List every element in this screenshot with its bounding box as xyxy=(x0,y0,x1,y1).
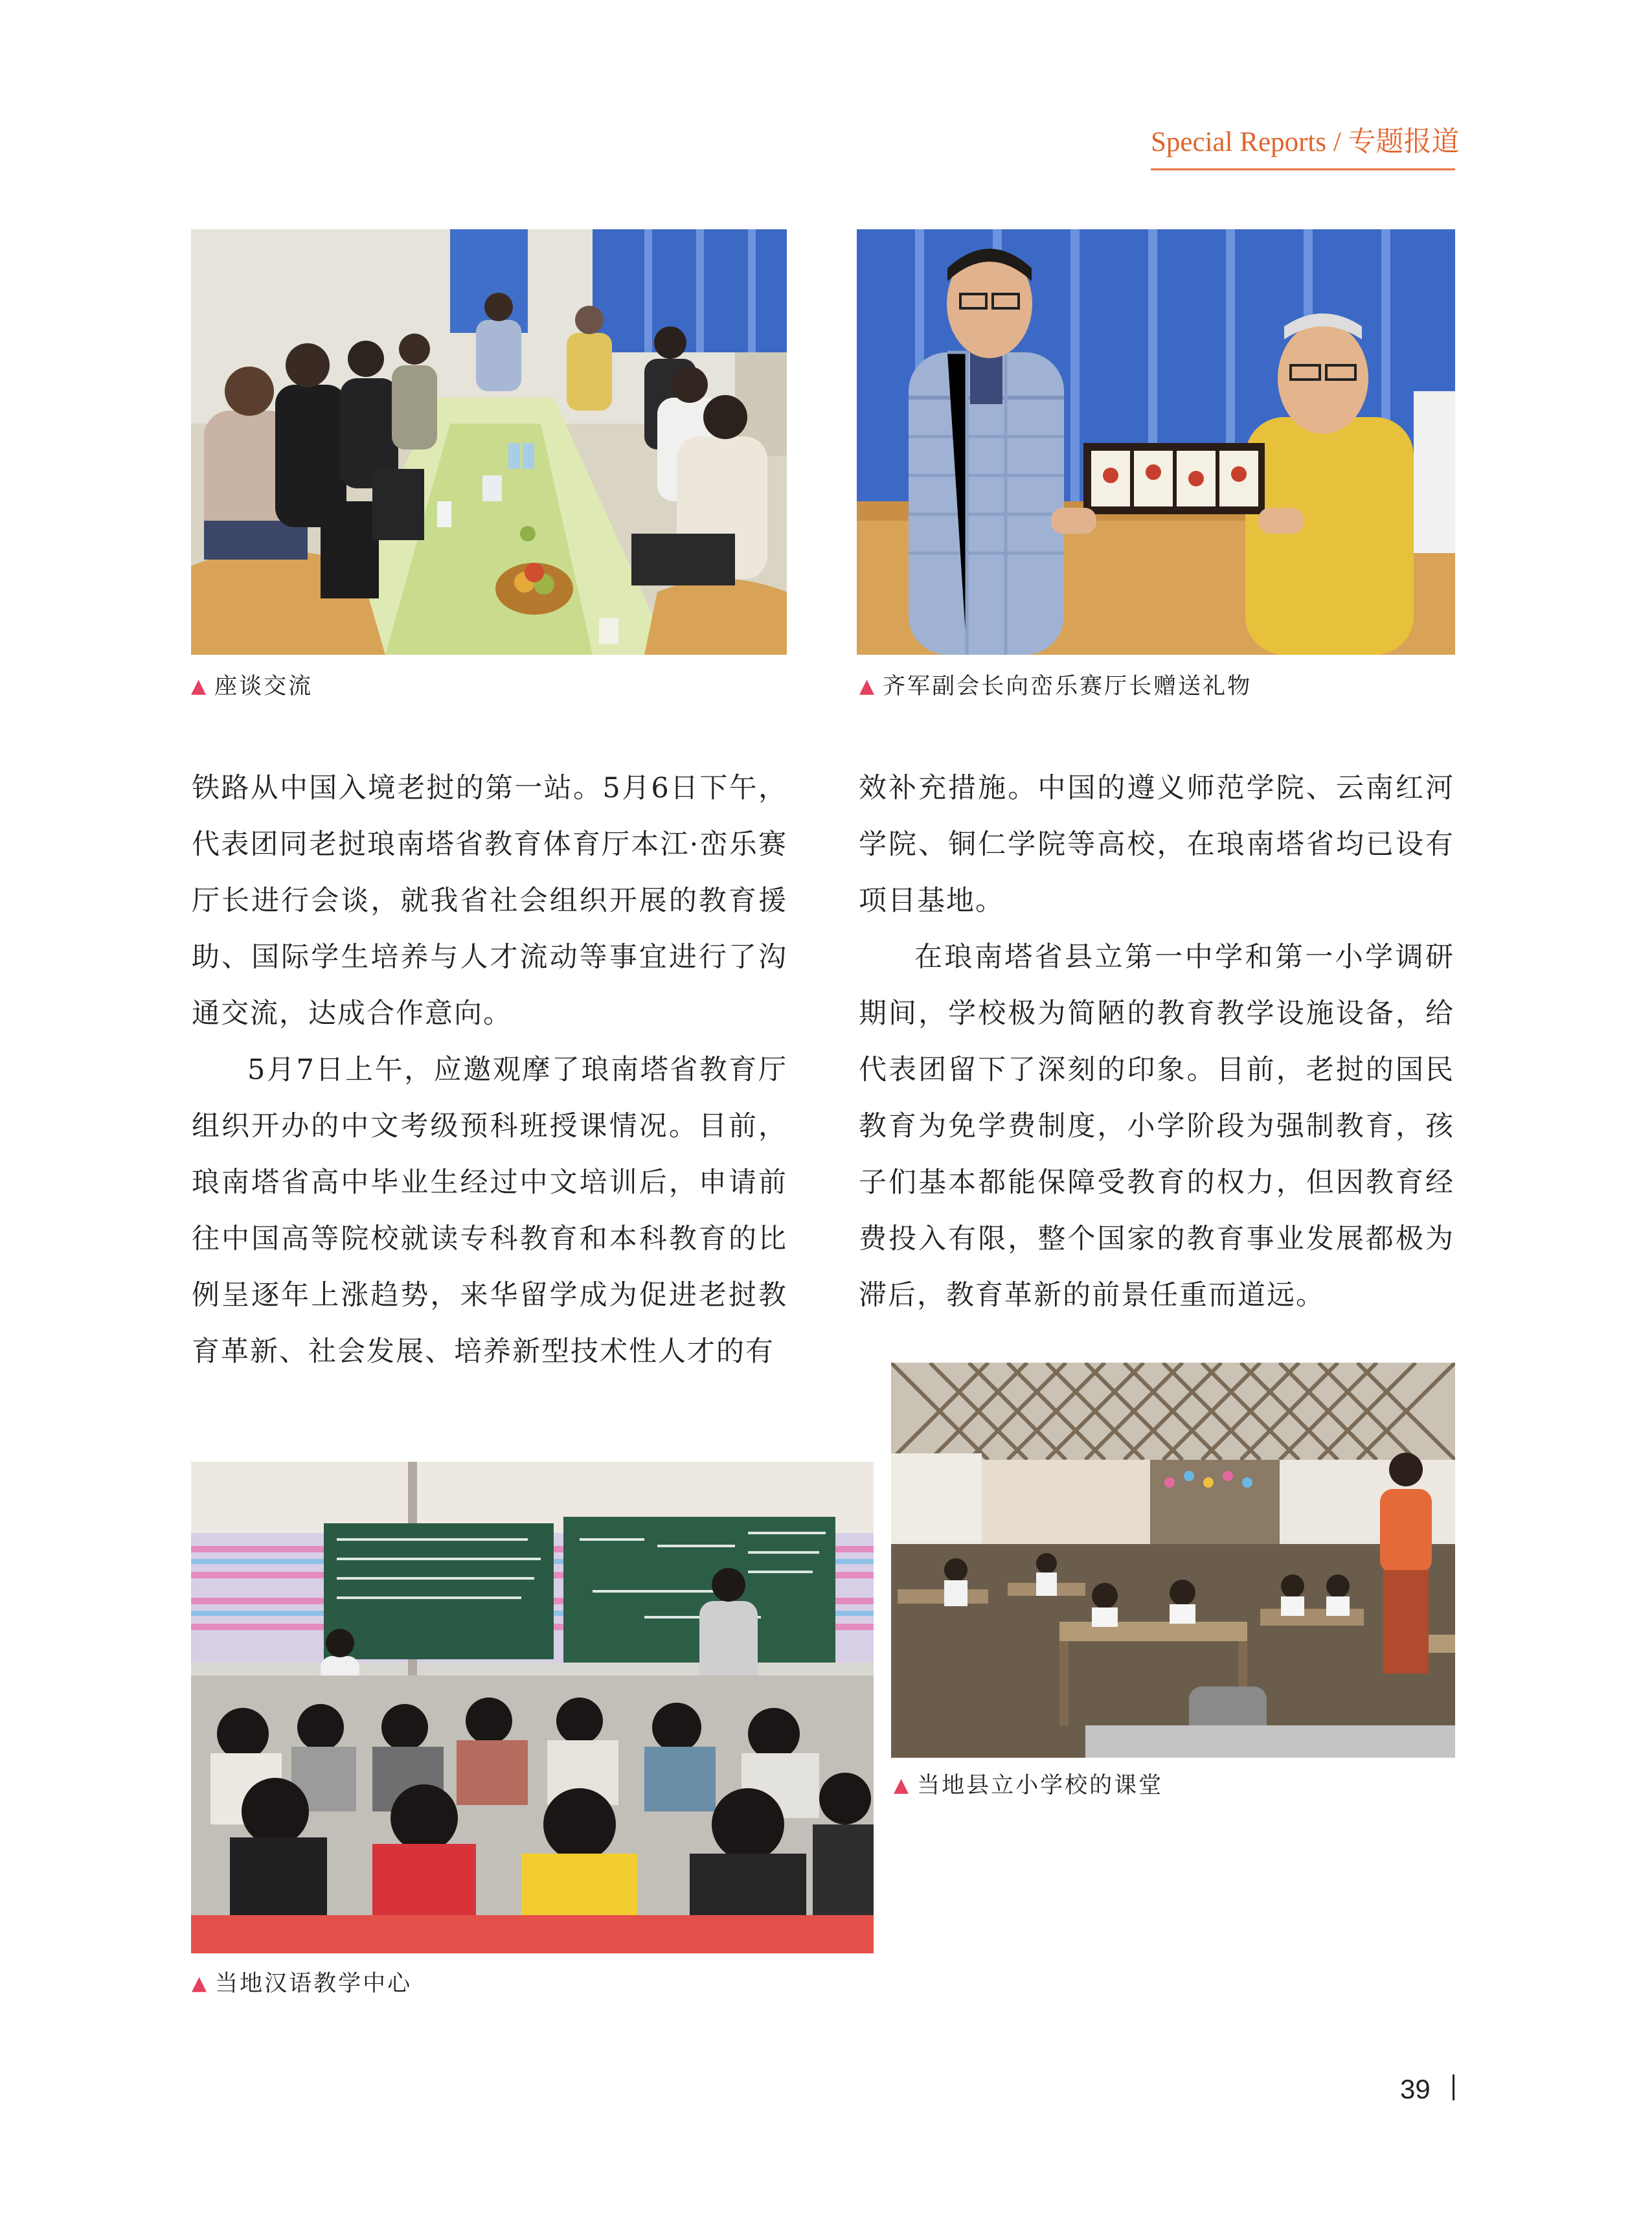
article-left-column xyxy=(192,760,787,1380)
page-number: 39 xyxy=(1400,2074,1431,2104)
chinese-center-photo-illustration xyxy=(191,1462,874,1953)
section-title-english: Special Reports xyxy=(1151,127,1327,157)
chinese-center-photo xyxy=(191,1462,874,1953)
article-paragraph: 5月7日上午，应邀观摩了琅南塔省教育厅组织开办的中文考级预科班授课情况。目前，琅南塔省高中毕业生经过中文培训后，申请前往中国高等院校就读专科教育和本科教育的比例呈逐年上涨趋势，来华留学成为促进老挝教育革新、社会发展、培养新型技术性人才的有 xyxy=(192,1054,787,1368)
caption-marker-icon: ▲ xyxy=(191,675,209,698)
caption-marker-icon: ▲ xyxy=(859,675,877,698)
meeting-caption xyxy=(191,670,313,703)
primary-class-photo-illustration xyxy=(891,1363,1455,1758)
caption-marker-icon: ▲ xyxy=(894,1774,911,1797)
article-paragraph: 在琅南塔省县立第一中学和第一小学调研期间，学校极为简陋的教育教学设施设备，给代表团留下了深刻的印象。目前，老挝的国民教育为免学费制度，小学阶段为强制教育，孩子们基本都能保障受教育的权力，但因教育经费投入有限，整个国家的教育事业发展都极为滞后，教育革新的前景任重而道远。 xyxy=(859,941,1454,1312)
chinese-center-caption xyxy=(192,1968,412,2000)
primary-class-caption-text: 当地县立小学校的课堂 xyxy=(917,1773,1164,1799)
gift-photo-illustration xyxy=(857,229,1455,655)
article-right-column xyxy=(859,760,1454,1324)
gift-caption xyxy=(859,670,1252,703)
gift-photo xyxy=(857,229,1455,655)
header-separator: / xyxy=(1333,127,1341,157)
gift-caption-text: 齐军副会长向峦乐赛厅长赠送礼物 xyxy=(883,674,1252,699)
caption-marker-icon: ▲ xyxy=(192,1972,209,1995)
page-number-divider xyxy=(1453,2074,1454,2100)
article-paragraph: 效补充措施。中国的遵义师范学院、云南红河学院、铜仁学院等高校，在琅南塔省均已设有项目基地。 xyxy=(859,772,1454,917)
primary-class-photo xyxy=(891,1363,1455,1758)
meeting-photo-illustration xyxy=(191,229,787,655)
article-paragraph: 铁路从中国入境老挝的第一站。5月6日下午，代表团同老挝琅南塔省教育体育厅本江·峦乐赛厅长进行会谈，就我省社会组织开展的教育援助、国际学生培养与人才流动等事宜进行了沟通交流，达成合作意向。 xyxy=(192,772,787,1030)
section-title-chinese: 专题报道 xyxy=(1348,127,1460,157)
chinese-center-caption-text: 当地汉语教学中心 xyxy=(215,1971,413,1997)
meeting-photo xyxy=(191,229,787,655)
running-header xyxy=(1151,123,1460,170)
primary-class-caption xyxy=(894,1769,1163,1802)
meeting-caption-text: 座谈交流 xyxy=(214,674,313,699)
